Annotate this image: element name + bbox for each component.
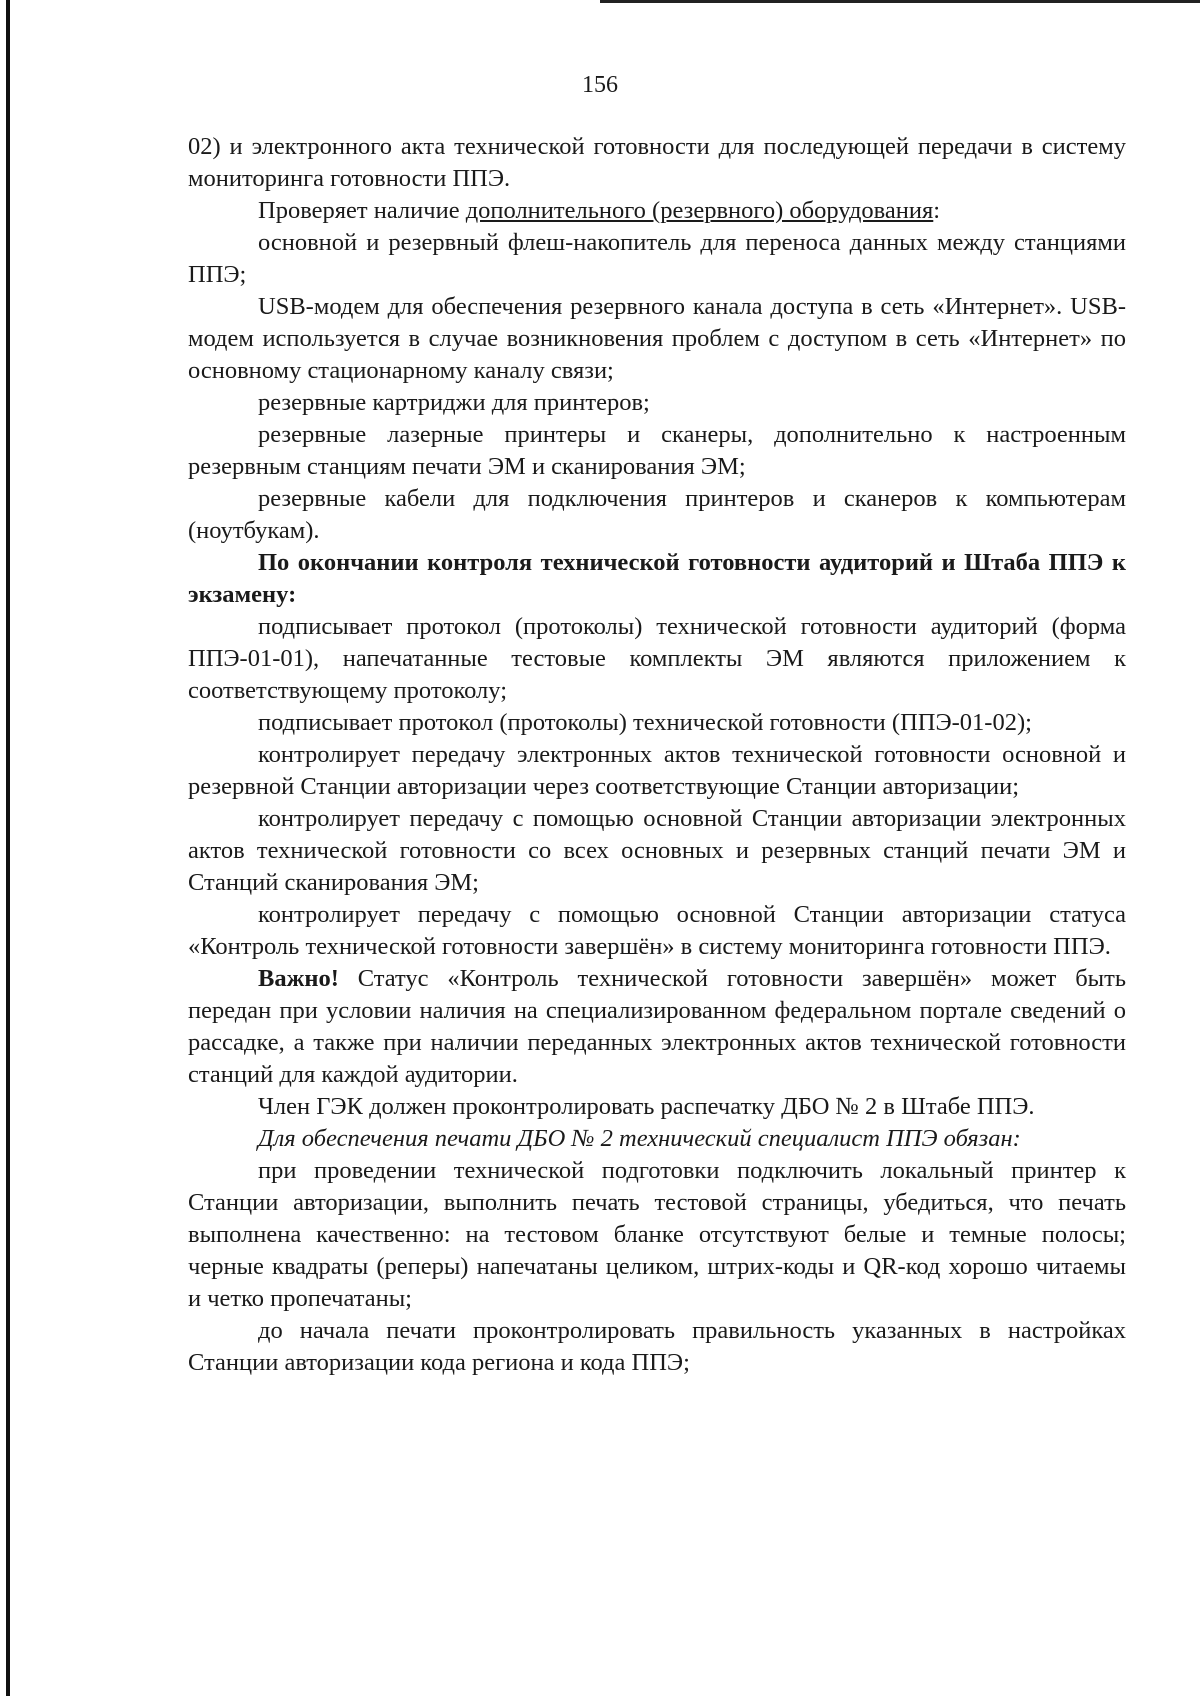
list-item-usb-modem: USB-модем для обеспечения резервного канала доступа в сеть «Интернет». USB-модем используется в случае возникновения проблем с доступом в сеть «Интернет» по основному стационарному каналу связи;: [188, 293, 1126, 384]
page-number: 156: [582, 72, 618, 98]
paragraph-text: Проверяет наличие: [258, 197, 466, 224]
list-item-sign-protocol: подписывает протокол (протоколы) технической готовности (ППЭ-01-02);: [258, 709, 1032, 736]
list-item-control-transfer-status: контролирует передачу с помощью основной Станции авторизации статуса «Контроль технической готовности завершён» в систему мониторинга готовности ППЭ.: [188, 901, 1126, 960]
scan-left-border: [6, 0, 10, 1696]
paragraph-gek-member: Член ГЭК должен проконтролировать распечатку ДБО № 2 в Штабе ППЭ.: [258, 1093, 1035, 1120]
list-item-sign-protocol-auditoriums: подписывает протокол (протоколы) технической готовности аудиторий (форма ППЭ-01-01), напечатанные тестовые комплекты ЭМ являются приложением к соответствующему протоколу;: [188, 613, 1126, 704]
list-item-control-transfer-stations: контролирует передачу с помощью основной Станции авторизации электронных актов технической готовности со всех основных и резервных станций печати ЭМ и Станций сканирования ЭМ;: [188, 805, 1126, 896]
list-item-flash-drive: основной и резервный флеш-накопитель для переноса данных между станциями ППЭ;: [188, 229, 1126, 288]
underlined-term: дополнительного (резервного) оборудования: [465, 197, 934, 224]
italic-subheading: Для обеспечения печати ДБО № 2 технический специалист ППЭ обязан:: [258, 1125, 1021, 1152]
list-item-cartridges: резервные картриджи для принтеров;: [258, 389, 650, 416]
important-note: [188, 963, 1126, 1091]
list-item-printer-test: при проведении технической подготовки подключить локальный принтер к Станции авторизации, выполнить печать тестовой страницы, убедиться, что печать выполнена качественно: на тестовом бланке отсутствуют белые и темные полосы; черные квадраты (реперы) напечатаны целиком, штрих-коды и QR-код хорошо читаемы и четко пропечатаны;: [188, 1157, 1126, 1312]
list-item-control-transfer-auth: контролирует передачу электронных актов технической готовности основной и резервной Станции авторизации через соответствующие Станции авторизации;: [188, 741, 1126, 800]
important-text: Статус «Контроль технической готовности завершён» может быть передан при условии наличия на специализированном федеральном портале сведений о рассадке, а также при наличии переданных электронных актов технической готовности станций для каждой аудитории.: [188, 965, 1126, 1088]
list-item-cables: резервные кабели для подключения принтеров и сканеров к компьютерам (ноутбукам).: [188, 485, 1126, 544]
list-item-region-code-check: до начала печати проконтролировать правильность указанных в настройках Станции авторизации кода региона и кода ППЭ;: [188, 1317, 1126, 1376]
section-heading: По окончании контроля технической готовности аудиторий и Штаба ППЭ к экзамену:: [188, 549, 1126, 608]
paragraph-check-equipment: [188, 195, 1126, 227]
paragraph-continuation: 02) и электронного акта технической готовности для последующей передачи в систему мониторинга готовности ППЭ.: [188, 133, 1126, 192]
document-body: [188, 131, 1126, 1379]
important-label: Важно!: [258, 965, 339, 992]
list-item-printers-scanners: резервные лазерные принтеры и сканеры, дополнительно к настроенным резервным станциям печати ЭМ и сканирования ЭМ;: [188, 421, 1126, 480]
scan-top-border: [600, 0, 1200, 3]
paragraph-text: :: [933, 197, 941, 224]
